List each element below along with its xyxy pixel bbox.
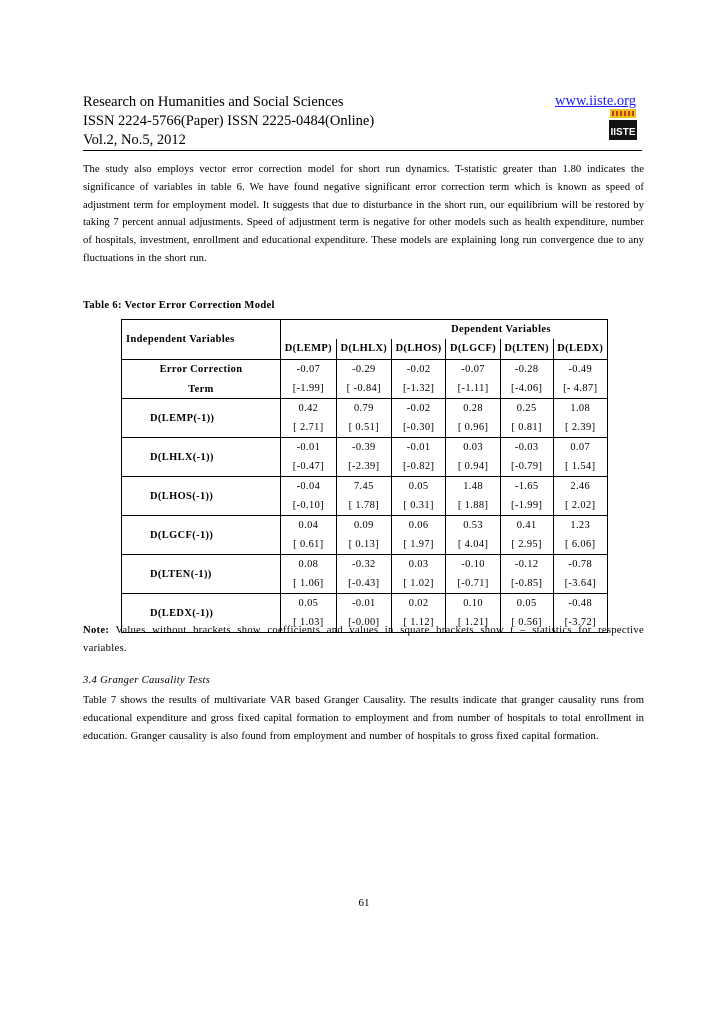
t-statistic-cell: [ 6.06] <box>553 535 608 555</box>
row-label: D(LGCF(-1)) <box>122 516 281 555</box>
independent-variables-header: Independent Variables <box>122 320 281 360</box>
paragraph-granger-text: Table 7 shows the results of multivariate VAR based Granger Causality. The results indicate that granger causality runs from educational expenditure and gross fixed capital formation to employment and from number of hospitals to total enrollment in education. Granger causality is also found from employment and number of hospitals to gross fixed capital formation. <box>83 695 644 742</box>
row-label-line1: Error Correction <box>159 363 243 375</box>
paragraph-intro <box>83 161 644 268</box>
coefficient-cell: -0.03 <box>500 438 553 458</box>
header-rule <box>83 150 642 151</box>
coefficient-cell: 0.53 <box>446 516 500 536</box>
t-statistic-cell: [ 0.81] <box>500 418 553 438</box>
paragraph-intro-text: The study also employs vector error correction model for short run dynamics. T-statistic greater than 1.80 indicates the significance of variables in table 6. We have found negative significant error correction term which is known as speed of adjustment term for employment model. It suggests that due to disturbance in the short run, our equilibrium will be restored by taking 7 percent annual adjustments. Speed of adjustment term is negative for other models such as health expenditure, number of hospitals, investment, enrollment and educational expenditure. These models are explaining long run convergence due to any fluctuations in the short run. <box>83 164 644 264</box>
coefficient-cell: 0.41 <box>500 516 553 536</box>
table-row <box>122 477 608 497</box>
column-header: D(LEDX) <box>553 339 608 360</box>
coefficient-cell: 0.79 <box>336 399 391 419</box>
journal-issn: ISSN 2224-5766(Paper) ISSN 2225-0484(Online) <box>83 113 375 129</box>
t-statistic-cell: [-3.72] <box>553 613 608 633</box>
coefficient-cell: 0.04 <box>281 516 337 536</box>
table-note <box>83 622 644 658</box>
t-statistic-cell: [-2.39] <box>336 457 391 477</box>
coefficient-cell: -0.10 <box>446 555 500 575</box>
coefficient-cell: 1.23 <box>553 516 608 536</box>
page-number: 61 <box>358 897 370 909</box>
coefficient-cell: 0.09 <box>336 516 391 536</box>
coefficient-cell: 1.08 <box>553 399 608 419</box>
row-label: D(LTEN(-1)) <box>122 555 281 594</box>
coefficient-cell: -0.02 <box>391 399 445 419</box>
t-statistic-cell: [-0.82] <box>391 457 445 477</box>
table-row <box>122 594 608 614</box>
t-statistic-cell: [ 0.31] <box>391 496 445 516</box>
coefficient-cell: 0.42 <box>281 399 337 419</box>
column-header: D(LGCF) <box>446 339 500 360</box>
t-statistic-cell: [ 2.02] <box>553 496 608 516</box>
t-statistic-cell: [-1.11] <box>446 379 500 399</box>
coefficient-cell: -0.49 <box>553 360 608 380</box>
section-heading: 3.4 Granger Causality Tests <box>83 675 211 686</box>
coefficient-cell: 0.10 <box>446 594 500 614</box>
t-statistic-cell: [-0.47] <box>281 457 337 477</box>
coefficient-cell: 1.48 <box>446 477 500 497</box>
coefficient-cell: -0.28 <box>500 360 553 380</box>
coefficient-cell: 0.08 <box>281 555 337 575</box>
coefficient-cell: 0.05 <box>391 477 445 497</box>
t-statistic-cell: [ 1.54] <box>553 457 608 477</box>
journal-volume: Vol.2, No.5, 2012 <box>83 132 186 148</box>
t-statistic-cell: [-0.85] <box>500 574 553 594</box>
t-statistic-cell: [-1.32] <box>391 379 445 399</box>
t-statistic-cell: [ 1.06] <box>281 574 337 594</box>
table-row <box>122 438 608 458</box>
coefficient-cell: 0.25 <box>500 399 553 419</box>
t-statistic-cell: [-0.10] <box>281 496 337 516</box>
t-statistic-cell: [ 0.94] <box>446 457 500 477</box>
vecm-table <box>121 319 608 633</box>
logo-text: IISTE <box>610 127 636 138</box>
t-statistic-cell: [ 0.61] <box>281 535 337 555</box>
coefficient-cell: 0.06 <box>391 516 445 536</box>
row-label: D(LEMP(-1)) <box>122 399 281 438</box>
dependent-variables-header: Dependent Variables <box>281 320 608 339</box>
coefficient-cell: -0.12 <box>500 555 553 575</box>
t-statistic-cell: [-0.00] <box>336 613 391 633</box>
t-statistic-cell: [-0.43] <box>336 574 391 594</box>
website-link[interactable]: www.iiste.org <box>555 93 636 109</box>
t-statistic-cell: [-3.64] <box>553 574 608 594</box>
coefficient-cell: -0.29 <box>336 360 391 380</box>
t-statistic-cell: [ 1.97] <box>391 535 445 555</box>
coefficient-cell: -0.02 <box>391 360 445 380</box>
coefficient-cell: 0.05 <box>281 594 337 614</box>
coefficient-cell: 0.02 <box>391 594 445 614</box>
coefficient-cell: -0.04 <box>281 477 337 497</box>
paragraph-granger <box>83 692 644 745</box>
coefficient-cell: -0.39 <box>336 438 391 458</box>
t-statistic-cell: [-1.99] <box>500 496 553 516</box>
iiste-logo-icon <box>608 109 638 141</box>
t-statistic-cell: [ 1.21] <box>446 613 500 633</box>
table-row <box>122 555 608 575</box>
coefficient-cell: 0.03 <box>391 555 445 575</box>
t-statistic-cell: [ 1.78] <box>336 496 391 516</box>
note-label: Note: <box>83 625 110 636</box>
row-label: D(LHLX(-1)) <box>122 438 281 477</box>
t-statistic-cell: [ 2.95] <box>500 535 553 555</box>
t-statistic-cell: [ -0.84] <box>336 379 391 399</box>
t-statistic-cell: [-0.30] <box>391 418 445 438</box>
coefficient-cell: 0.07 <box>553 438 608 458</box>
t-statistic-cell: [ 1.03] <box>281 613 337 633</box>
coefficient-cell: -0.32 <box>336 555 391 575</box>
t-statistic-cell: [ 0.13] <box>336 535 391 555</box>
t-statistic-cell: [ 1.02] <box>391 574 445 594</box>
t-statistic-cell: [- 4.87] <box>553 379 608 399</box>
t-statistic-cell: [ 1.88] <box>446 496 500 516</box>
coefficient-cell: 2.46 <box>553 477 608 497</box>
t-statistic-cell: [ 1.12] <box>391 613 445 633</box>
coefficient-cell: -0.07 <box>281 360 337 380</box>
row-label <box>122 360 281 399</box>
column-header: D(LEMP) <box>281 339 337 360</box>
table-caption: Table 6: Vector Error Correction Model <box>83 300 275 311</box>
t-statistic-cell: [ 2.39] <box>553 418 608 438</box>
coefficient-cell: -0.07 <box>446 360 500 380</box>
row-label-line2: Term <box>188 383 214 395</box>
coefficient-cell: -0.01 <box>281 438 337 458</box>
t-statistic-cell: [ 0.51] <box>336 418 391 438</box>
row-label: D(LEDX(-1)) <box>122 594 281 633</box>
coefficient-cell: 0.05 <box>500 594 553 614</box>
note-text: Values without brackets show coefficients and values in square brackets show t – statistics for respective variables. <box>83 625 644 654</box>
coefficient-cell: -0.01 <box>391 438 445 458</box>
column-header: D(LTEN) <box>500 339 553 360</box>
coefficient-cell: -0.48 <box>553 594 608 614</box>
t-statistic-cell: [ 0.56] <box>500 613 553 633</box>
table-row <box>122 360 608 380</box>
t-statistic-cell: [-4.06] <box>500 379 553 399</box>
row-label: D(LHOS(-1)) <box>122 477 281 516</box>
column-header: D(LHOS) <box>391 339 445 360</box>
t-statistic-cell: [-1.99] <box>281 379 337 399</box>
table-row <box>122 516 608 536</box>
coefficient-cell: -1.65 <box>500 477 553 497</box>
coefficient-cell: -0.78 <box>553 555 608 575</box>
t-statistic-cell: [ 2.71] <box>281 418 337 438</box>
coefficient-cell: 0.28 <box>446 399 500 419</box>
column-header: D(LHLX) <box>336 339 391 360</box>
coefficient-cell: -0.01 <box>336 594 391 614</box>
journal-title: Research on Humanities and Social Sciences <box>83 94 344 110</box>
coefficient-cell: 7.45 <box>336 477 391 497</box>
t-statistic-cell: [ 4.04] <box>446 535 500 555</box>
table-row <box>122 399 608 419</box>
t-statistic-cell: [-0.79] <box>500 457 553 477</box>
t-statistic-cell: [-0.71] <box>446 574 500 594</box>
coefficient-cell: 0.03 <box>446 438 500 458</box>
t-statistic-cell: [ 0.96] <box>446 418 500 438</box>
